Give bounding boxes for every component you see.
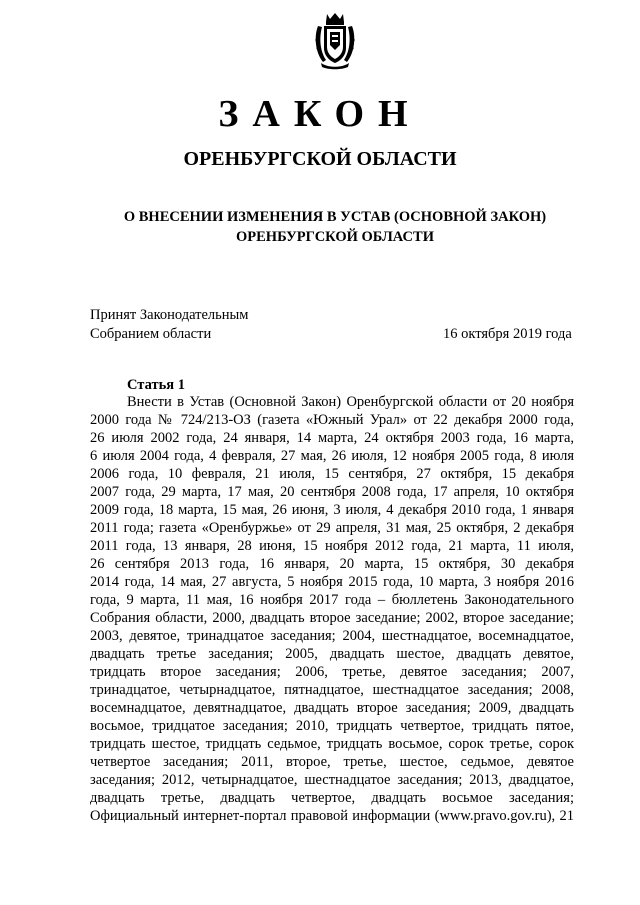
text-line: восьмое, тридцатое заседания; 2010, тридцать четвертое, тридцать пятое, [90, 718, 574, 734]
law-title: ЗАКОН [218, 93, 422, 135]
text-line: тринадцатое, четырнадцатое, пятнадцатое, шестнадцатое заседания; 2008, [90, 682, 574, 698]
article-heading: Статья 1 [127, 377, 185, 393]
text-line: двадцать третье, двадцать четвертое, двадцать восьмое заседания; [90, 790, 574, 806]
text-line: четвертое заседания; 2011, второе, третье, шестое, седьмое, девятое [90, 754, 574, 770]
text-line: Внести в Устав (Основной Закон) Оренбургской области от 20 ноября [127, 394, 574, 410]
text-line: 2009 года, 18 марта, 15 мая, 26 июня, 3 июля, 4 декабря 2010 года, 1 января [90, 502, 574, 518]
orenburg-coat-of-arms-icon [313, 12, 357, 70]
law-subject [0, 207, 640, 247]
text-line: тридцать второе заседания; 2006, третье, девятое заседания; 2007, [90, 664, 574, 680]
text-line: 2011 года, 13 января, 28 июня, 15 ноября 2012 года, 21 марта, 11 июля, [90, 538, 574, 554]
text-line: 2003, девятое, тринадцатое заседания; 2004, шестнадцатое, восемнадцатое, [90, 628, 574, 644]
text-line: 2011 года; газета «Оренбуржье» от 29 апреля, 31 мая, 25 октября, 2 декабря [90, 520, 574, 536]
text-line: восемнадцатое, девятнадцатое, двадцать второе заседания; 2009, двадцать [90, 700, 574, 716]
text-line: Официальный интернет-портал правовой информации (www.pravo.gov.ru), 21 [90, 808, 574, 824]
text-line: 2007 года, 29 марта, 17 мая, 20 сентября 2008 года, 17 апреля, 10 октября [90, 484, 574, 500]
text-line: 2000 года № 724/213-ОЗ (газета «Южный Урал» от 22 декабря 2000 года, [90, 412, 574, 428]
region-title: ОРЕНБУРГСКОЙ ОБЛАСТИ [183, 148, 457, 170]
text-line: 26 сентября 2013 года, 16 января, 20 марта, 15 октября, 30 декабря [90, 556, 574, 572]
text-line: 2006 года, 10 февраля, 21 июля, 15 сентября, 27 октября, 15 декабря [90, 466, 574, 482]
text-line: года, 9 марта, 11 мая, 16 ноября 2017 года – бюллетень Законодательного [90, 592, 574, 608]
adoption-line: Собранием области [90, 326, 212, 342]
adoption-block [90, 306, 248, 344]
subject-line: ОРЕНБУРГСКОЙ ОБЛАСТИ [236, 229, 434, 245]
text-line: 6 июля 2004 года, 4 февраля, 27 мая, 26 июля, 12 ноября 2005 года, 8 июля [90, 448, 574, 464]
text-line: Собрания области, 2000, двадцать второе заседание; 2002, второе заседание; [90, 610, 574, 626]
subject-line: О ВНЕСЕНИИ ИЗМЕНЕНИЯ В УСТАВ (ОСНОВНОЙ ЗАКОН) [123, 209, 547, 225]
adoption-date: 16 октября 2019 года [443, 326, 572, 342]
text-line: заседания; 2012, четырнадцатое, шестнадцатое заседания; 2013, двадцатое, [90, 772, 574, 788]
text-line: 2014 года, 14 мая, 27 августа, 5 ноября 2015 года, 10 марта, 3 ноября 2016 [90, 574, 574, 590]
adoption-line: Принят Законодательным [90, 307, 249, 323]
article-text [90, 393, 574, 825]
text-line: тридцать шестое, тридцать седьмое, тридцать восьмое, сорок третье, сорок [90, 736, 574, 752]
text-line: двадцать третье заседания; 2005, двадцать шестое, двадцать девятое, [90, 646, 574, 662]
text-line: 26 июля 2002 года, 24 января, 14 марта, 24 октября 2003 года, 16 марта, [90, 430, 574, 446]
